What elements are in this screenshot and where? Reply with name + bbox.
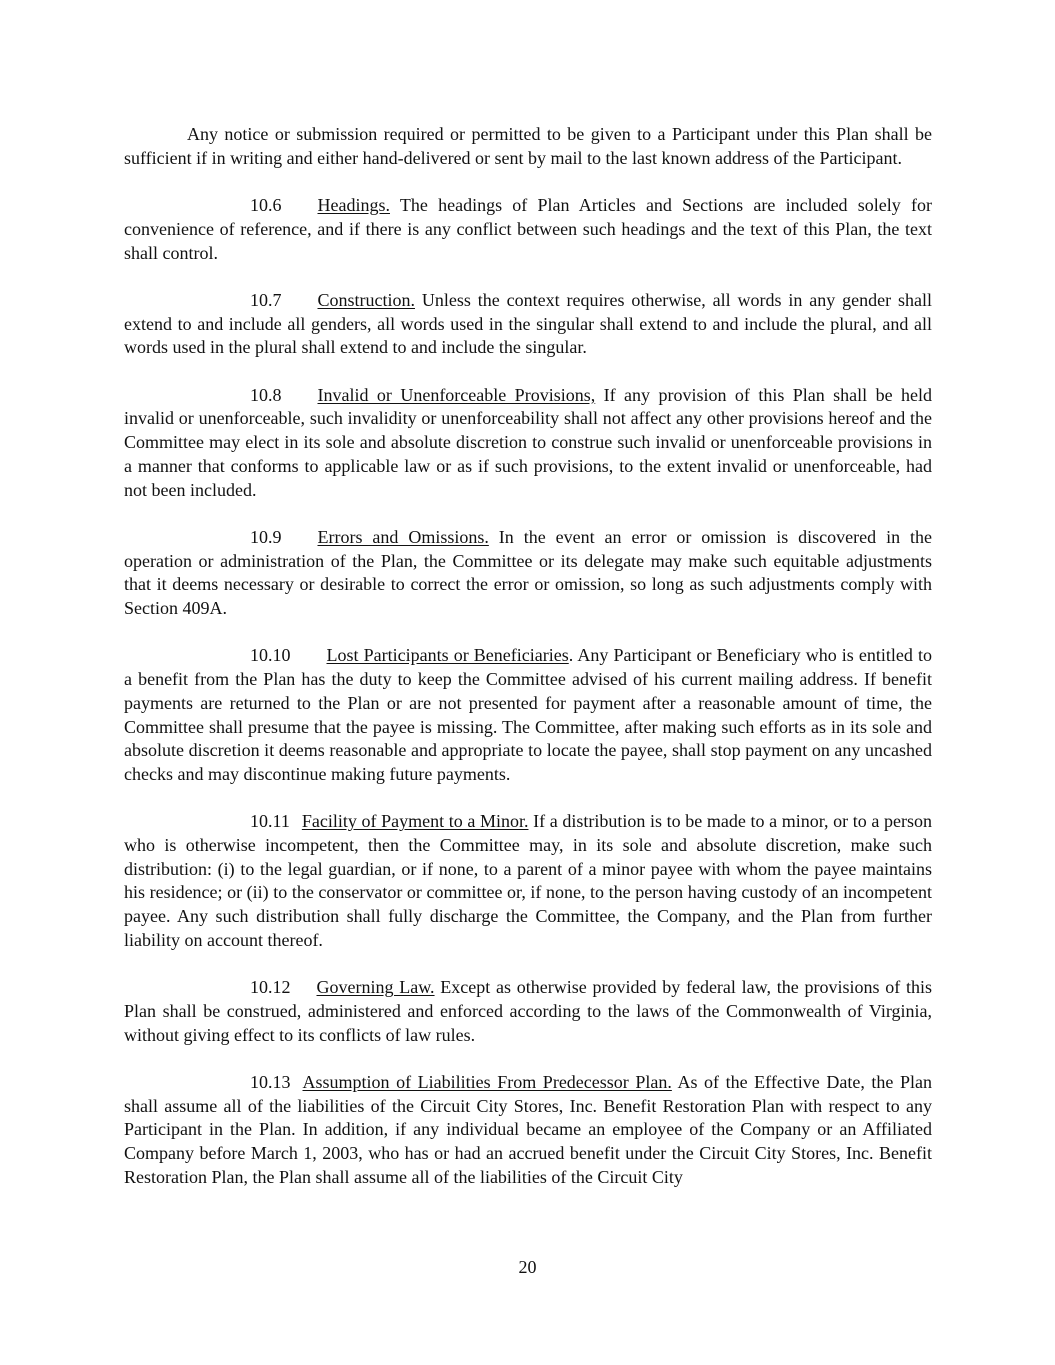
section-number: 10.12 (250, 977, 291, 998)
section-heading: Construction. (317, 289, 415, 310)
document-page (124, 123, 932, 1213)
section-heading: Errors and Omissions. (317, 526, 489, 547)
section-text: In the event an error or omission is discovered in the operation or administration of the Plan, the Committee or its delegate may make such equitable adjustments that it deems necessary or desirable to correct the error or omission, so long as such adjustments comply with Section 409A. (124, 526, 932, 618)
section-heading: Facility of Payment to a Minor. (301, 811, 529, 832)
section-text: As of the Effective Date, the Plan shall assume all of the liabilities of the Circuit City Stores, Inc. Benefit Restoration Plan with respect to any Participant in the Plan. In addition, if any individual became an employee of the Company or an Affiliated Company before March 1, 2003, who has or had an accrued benefit under the Circuit City Stores, Inc. Benefit Restoration Plan, the Plan shall assume all of the liabilities of the Circuit City (124, 1072, 932, 1187)
section-number: 10.7 (250, 289, 282, 310)
section-text: If any provision of this Plan shall be held invalid or unenforceable, such invalidity or unenforceability shall not affect any other provisions hereof and the Committee may elect in its sole and absolute discretion to construe such invalid or unenforceable provisions in a manner that conforms to applicable law or as if such provisions, to the extent invalid or unenforceable, had not been included. (124, 384, 932, 500)
section-number: 10.11 (250, 811, 290, 832)
section-10-10-lost-participants (124, 644, 932, 786)
section-heading: Governing Law. (316, 977, 435, 998)
section-text: The headings of Plan Articles and Sections are included solely for convenience of reference, and if there is any conflict between such headings and the text of this Plan, the text shall control. (124, 195, 932, 263)
section-number: 10.6 (250, 195, 282, 216)
section-number: 10.10 (250, 645, 291, 666)
section-number: 10.13 (250, 1072, 291, 1092)
section-number: 10.8 (250, 384, 282, 405)
section-heading: Assumption of Liabilities From Predecessor Plan. (302, 1072, 672, 1092)
paragraph-text: Any notice or submission required or permitted to be given to a Participant under this Plan shall be sufficient if in writing and either hand-delivered or sent by mail to the last known address of the Participant. (124, 124, 932, 168)
section-heading: Headings. (317, 195, 390, 216)
page-number: 20 (518, 1257, 537, 1277)
section-text: . Any Participant or Beneficiary who is entitled to a benefit from the Plan has the duty to keep the Committee advised of his current mailing address. If benefit payments are returned to the Plan or are not presented for payment after a reasonable amount of time, the Committee shall presume that the payee is missing. The Committee, after making such efforts as in its sole and absolute discretion it deems reasonable and appropriate to locate the payee, shall stop payment on any uncashed checks and may discontinue making future payments. (124, 645, 932, 784)
section-text: Except as otherwise provided by federal law, the provisions of this Plan shall be construed, administered and enforced according to the laws of the Commonwealth of Virginia, without giving effect to its conflicts of law rules. (124, 977, 932, 1045)
section-text: Unless the context requires otherwise, all words in any gender shall extend to and include all genders, all words used in the singular shall extend to and include the plural, and all words used in the plural shall extend to and include the singular. (124, 289, 932, 358)
paragraph-notice (124, 123, 932, 170)
section-10-13-assumption-of-liabilities (124, 1071, 932, 1190)
section-10-6-headings (124, 194, 932, 265)
section-10-12-governing-law (124, 976, 932, 1047)
section-number: 10.9 (250, 526, 282, 547)
section-heading: Invalid or Unenforceable Provisions, (317, 384, 596, 405)
section-10-7-construction (124, 289, 932, 360)
section-text: If a distribution is to be made to a minor, or to a person who is otherwise incompetent, then the Committee may, in its sole and absolute discretion, make such distribution: (i) to the legal guardian, or if none, to a parent of a minor payee with whom the payee maintains his residence; or (ii) to the conservator or committee or, if none, to the person having custody of an incompetent payee. Any such distribution shall fully discharge the Committee, the Company, and the Plan from further liability on account thereof. (124, 811, 932, 950)
section-10-9-errors-omissions (124, 526, 932, 621)
section-10-11-payment-to-minor (124, 810, 932, 952)
section-heading: Lost Participants or Beneficiaries (326, 645, 569, 666)
section-10-8-invalid-provisions (124, 384, 932, 503)
